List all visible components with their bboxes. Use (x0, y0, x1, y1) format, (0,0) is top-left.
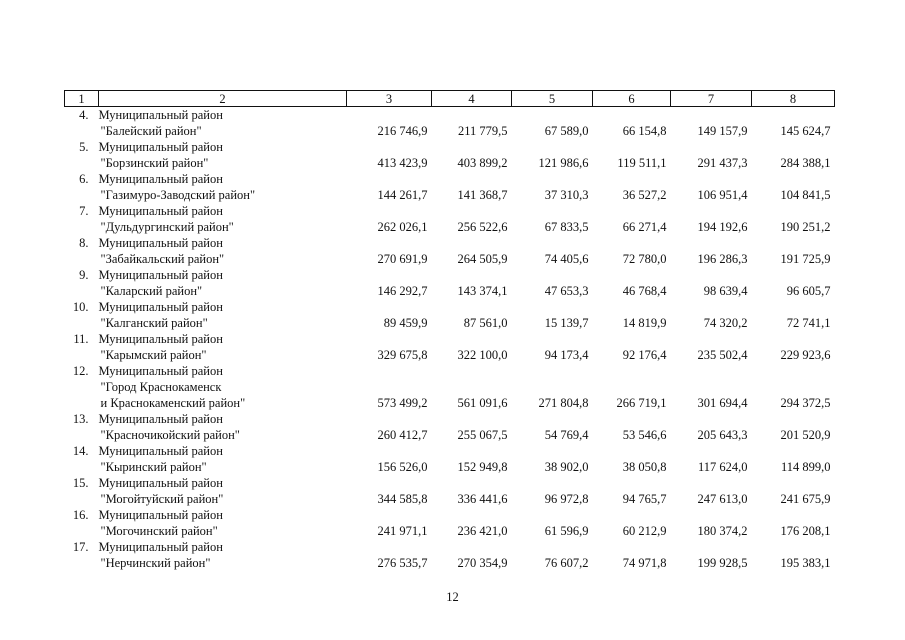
header-row (65, 91, 835, 107)
value-col-5: 67 589,0 (544, 124, 589, 138)
value-col-8: 241 675,9 (780, 492, 831, 506)
row-number: 14. (72, 444, 89, 458)
district-name-line: "Каларский район" (100, 284, 203, 298)
value-col-3: 89 459,9 (383, 316, 428, 330)
value-col-5: 37 310,3 (544, 188, 589, 202)
value-col-4: 255 067,5 (457, 428, 508, 442)
table-row (65, 299, 835, 331)
row-number: 11. (73, 332, 89, 346)
value-col-5: 47 653,3 (544, 284, 589, 298)
value-col-5: 61 596,9 (544, 524, 589, 538)
value-col-6: 94 765,7 (622, 492, 667, 506)
row-number: 4. (79, 108, 89, 122)
table-row (65, 539, 835, 571)
value-col-3: 241 971,1 (377, 524, 428, 538)
value-col-7: 149 157,9 (697, 124, 748, 138)
value-col-3: 260 412,7 (377, 428, 428, 442)
value-col-3: 413 423,9 (377, 156, 428, 170)
header-col-8: 8 (752, 91, 835, 107)
district-name (99, 331, 347, 363)
value-col-8: 284 388,1 (780, 156, 831, 170)
district-name (99, 139, 347, 171)
district-name-line: Муниципальный район (98, 508, 223, 522)
value-col-6: 14 819,9 (622, 316, 667, 330)
value-col-3: 270 691,9 (377, 252, 428, 266)
district-name-line: Муниципальный район (98, 108, 223, 122)
value-col-5: 76 607,2 (544, 556, 589, 570)
value-col-8: 294 372,5 (780, 396, 831, 410)
value-col-6: 72 780,0 (622, 252, 667, 266)
value-col-3: 144 261,7 (377, 188, 428, 202)
table-row (65, 139, 835, 171)
table-row (65, 475, 835, 507)
value-col-6: 66 271,4 (622, 220, 667, 234)
district-name-line: "Карымский район" (100, 348, 207, 362)
district-name (99, 443, 347, 475)
value-col-6: 92 176,4 (622, 348, 667, 362)
row-number: 8. (79, 236, 89, 250)
district-name-line: Муниципальный район (98, 236, 223, 250)
district-name-line: Муниципальный район (98, 204, 223, 218)
row-number: 12. (72, 364, 89, 378)
table-row (65, 507, 835, 539)
table-row (65, 235, 835, 267)
value-col-6: 60 212,9 (622, 524, 667, 538)
row-number: 16. (72, 508, 89, 522)
district-name-line: "Могочинский район" (100, 524, 218, 538)
row-number: 9. (79, 268, 89, 282)
district-name (99, 363, 347, 411)
row-number: 7. (79, 204, 89, 218)
value-col-3: 573 499,2 (377, 396, 428, 410)
value-col-6: 119 511,1 (617, 156, 667, 170)
district-name (99, 235, 347, 267)
value-col-6: 36 527,2 (622, 188, 667, 202)
value-col-5: 15 139,7 (544, 316, 589, 330)
value-col-5: 121 986,6 (538, 156, 589, 170)
value-col-6: 38 050,8 (622, 460, 667, 474)
district-name-line: Муниципальный район (98, 364, 223, 378)
header-col-7: 7 (671, 91, 752, 107)
district-name-line: "Кыринский район" (100, 460, 207, 474)
header-col-1: 1 (65, 91, 99, 107)
value-col-7: 98 639,4 (703, 284, 748, 298)
district-name-line: Муниципальный район (98, 412, 223, 426)
table-row (65, 443, 835, 475)
value-col-5: 74 405,6 (544, 252, 589, 266)
table-row (65, 411, 835, 443)
value-col-4: 561 091,6 (457, 396, 508, 410)
district-name (99, 475, 347, 507)
value-col-7: 291 437,3 (697, 156, 748, 170)
district-name-line: и Краснокаменский район" (100, 396, 246, 410)
value-col-7: 196 286,3 (697, 252, 748, 266)
value-col-4: 211 779,5 (457, 124, 508, 138)
table-row (65, 331, 835, 363)
value-col-6: 46 768,4 (622, 284, 667, 298)
value-col-3: 262 026,1 (377, 220, 428, 234)
district-name-line: "Могойтуйский район" (100, 492, 224, 506)
row-number: 6. (79, 172, 89, 186)
table-row (65, 203, 835, 235)
value-col-6: 74 971,8 (622, 556, 667, 570)
value-col-8: 176 208,1 (780, 524, 831, 538)
header-col-3: 3 (347, 91, 432, 107)
value-col-7: 247 613,0 (697, 492, 748, 506)
value-col-7: 194 192,6 (697, 220, 748, 234)
district-name (99, 299, 347, 331)
district-name-line: "Нерчинский район" (100, 556, 211, 570)
district-name-line: "Город Краснокаменск (100, 380, 222, 394)
value-col-7: 180 374,2 (697, 524, 748, 538)
value-col-4: 270 354,9 (457, 556, 508, 570)
value-col-8: 201 520,9 (780, 428, 831, 442)
header-col-5: 5 (512, 91, 593, 107)
value-col-8: 104 841,5 (780, 188, 831, 202)
value-col-8: 190 251,2 (780, 220, 831, 234)
value-col-8: 72 741,1 (786, 316, 831, 330)
row-number: 15. (72, 476, 89, 490)
value-col-8: 145 624,7 (780, 124, 831, 138)
value-col-4: 322 100,0 (457, 348, 508, 362)
header-col-6: 6 (593, 91, 671, 107)
row-number: 5. (79, 140, 89, 154)
table-row (65, 107, 835, 140)
table-header (65, 91, 835, 107)
district-name-line: Муниципальный район (98, 300, 223, 314)
row-number: 13. (72, 412, 89, 426)
district-name-line: Муниципальный район (98, 444, 223, 458)
district-name-line: "Газимуро-Заводский район" (100, 188, 256, 202)
district-name-line: "Калганский район" (100, 316, 208, 330)
value-col-4: 143 374,1 (457, 284, 508, 298)
budget-table (64, 90, 835, 571)
district-name (99, 539, 347, 571)
district-name-line: Муниципальный район (98, 540, 223, 554)
value-col-7: 199 928,5 (697, 556, 748, 570)
value-col-4: 256 522,6 (457, 220, 508, 234)
value-col-4: 87 561,0 (463, 316, 508, 330)
district-name (99, 267, 347, 299)
table-body (65, 107, 835, 572)
table-row (65, 171, 835, 203)
value-col-4: 336 441,6 (457, 492, 508, 506)
table-row (65, 363, 835, 411)
value-col-8: 229 923,6 (780, 348, 831, 362)
value-col-7: 74 320,2 (703, 316, 748, 330)
value-col-3: 276 535,7 (377, 556, 428, 570)
value-col-6: 266 719,1 (616, 396, 667, 410)
value-col-4: 152 949,8 (457, 460, 508, 474)
row-number: 17. (72, 540, 89, 554)
value-col-8: 191 725,9 (780, 252, 831, 266)
value-col-7: 301 694,4 (697, 396, 748, 410)
value-col-8: 114 899,0 (780, 460, 831, 474)
value-col-3: 329 675,8 (377, 348, 428, 362)
page-number: 12 (446, 590, 459, 604)
district-name (99, 203, 347, 235)
value-col-5: 94 173,4 (544, 348, 589, 362)
value-col-5: 67 833,5 (544, 220, 589, 234)
value-col-4: 141 368,7 (457, 188, 508, 202)
district-name-line: "Дульдургинский район" (100, 220, 234, 234)
value-col-5: 96 972,8 (544, 492, 589, 506)
table-row (65, 267, 835, 299)
header-col-4: 4 (432, 91, 512, 107)
header-col-2: 2 (99, 91, 347, 107)
district-name-line: "Красночикойский район" (100, 428, 240, 442)
value-col-7: 235 502,4 (697, 348, 748, 362)
value-col-4: 403 899,2 (457, 156, 508, 170)
row-number: 10. (72, 300, 89, 314)
district-name (99, 507, 347, 539)
district-name (99, 411, 347, 443)
value-col-8: 195 383,1 (780, 556, 831, 570)
district-name-line: Муниципальный район (98, 476, 223, 490)
value-col-5: 54 769,4 (544, 428, 589, 442)
district-name-line: "Забайкальский район" (100, 252, 225, 266)
value-col-7: 106 951,4 (697, 188, 748, 202)
value-col-8: 96 605,7 (786, 284, 831, 298)
district-name-line: Муниципальный район (98, 140, 223, 154)
value-col-6: 66 154,8 (622, 124, 667, 138)
district-name (99, 107, 347, 140)
district-name-line: "Балейский район" (100, 124, 202, 138)
district-name (99, 171, 347, 203)
district-name-line: Муниципальный район (98, 268, 223, 282)
district-name-line: Муниципальный район (98, 172, 223, 186)
value-col-7: 117 624,0 (697, 460, 748, 474)
value-col-3: 156 526,0 (377, 460, 428, 474)
value-col-4: 236 421,0 (457, 524, 508, 538)
value-col-7: 205 643,3 (697, 428, 748, 442)
value-col-5: 38 902,0 (544, 460, 589, 474)
value-col-6: 53 546,6 (622, 428, 667, 442)
value-col-3: 216 746,9 (377, 124, 428, 138)
value-col-3: 344 585,8 (377, 492, 428, 506)
value-col-5: 271 804,8 (538, 396, 589, 410)
value-col-4: 264 505,9 (457, 252, 508, 266)
district-name-line: Муниципальный район (98, 332, 223, 346)
value-col-3: 146 292,7 (377, 284, 428, 298)
district-name-line: "Борзинский район" (100, 156, 209, 170)
